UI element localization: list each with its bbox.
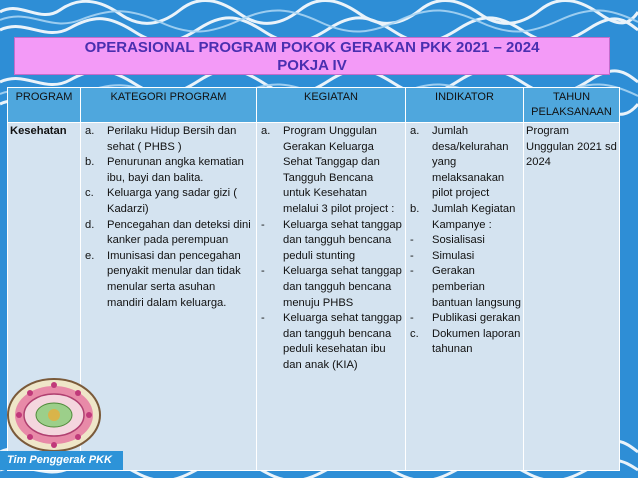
list-marker: c. [410, 327, 419, 340]
header-tahun: TAHUN PELAKSANAAN [524, 88, 620, 123]
list-marker: - [410, 265, 414, 278]
list-item-text: Keluarga sehat tanggap dan tangguh bencana menuju PHBS [283, 265, 402, 309]
list-item-text: Keluarga sehat tanggap dan tangguh bencana peduli stunting [283, 218, 402, 262]
list-item [408, 264, 521, 311]
kategori-list [83, 124, 254, 311]
list-item-text: Gerakan pemberian bantuan langsung [432, 265, 521, 309]
list-item [83, 186, 254, 217]
list-item [408, 249, 521, 265]
header-indikator: INDIKATOR [406, 88, 524, 123]
list-item [83, 155, 254, 186]
header-kegiatan: KEGIATAN [257, 88, 406, 123]
list-marker: a. [85, 125, 95, 137]
list-item [83, 218, 254, 249]
list-item-text: Jumlah Kegiatan Kampanye : [432, 202, 516, 231]
list-item [408, 124, 521, 202]
header-kategori: KATEGORI PROGRAM [81, 88, 257, 123]
list-item-text: Program Unggulan Gerakan Keluarga Sehat Tanggap dan Tangguh Bencana untuk Kesehatan melalui 3 pilot project : [283, 125, 395, 215]
list-marker: e. [85, 249, 95, 262]
cell-program: Kesehatan [8, 123, 81, 471]
list-marker: - [261, 312, 265, 325]
list-item [259, 218, 403, 265]
title-line-2: POKJA IV [277, 57, 347, 74]
list-item [408, 202, 521, 233]
list-marker: d. [85, 218, 95, 231]
list-marker: - [261, 265, 265, 278]
cell-kegiatan [257, 123, 406, 471]
cell-tahun: Program Unggulan 2021 sd 2024 [524, 123, 620, 471]
list-marker: b. [85, 156, 95, 169]
list-item-text: Keluarga sehat tanggap dan tangguh bencana peduli kesehatan ibu dan anak (KIA) [283, 312, 402, 371]
header-program: PROGRAM [8, 88, 81, 123]
list-item [83, 249, 254, 311]
list-marker: a. [410, 125, 420, 137]
list-item-text: Publikasi gerakan [432, 312, 521, 325]
slide-title [14, 37, 610, 75]
list-item-text: Dokumen laporan tahunan [432, 327, 521, 356]
list-item [408, 311, 521, 327]
list-item-text: Imunisasi dan pencegahan penyakit menular dan tidak menular serta asuhan mandiri dalam keluarga. [107, 249, 241, 309]
pkk-emblem-icon [5, 375, 103, 453]
list-item [83, 124, 254, 155]
kegiatan-list [259, 124, 403, 374]
list-item [259, 124, 403, 218]
list-item-text: Penurunan angka kematian ibu, bayi dan balita. [107, 156, 244, 184]
list-item-text: Sosialisasi [432, 234, 485, 247]
footer-label: Tim Penggerak PKK [0, 451, 123, 470]
list-item [408, 233, 521, 249]
indikator-list [408, 124, 521, 358]
list-item [259, 264, 403, 311]
list-marker: - [410, 234, 414, 247]
list-item [259, 311, 403, 373]
cell-kategori [81, 123, 257, 471]
list-marker: - [410, 249, 414, 262]
list-marker: a. [261, 125, 271, 137]
list-item-text: Keluarga yang sadar gizi ( Kadarzi) [107, 187, 237, 215]
list-marker: - [410, 312, 414, 325]
list-item-text: Pencegahan dan deteksi dini kanker pada perempuan [107, 218, 251, 247]
list-item-text: Simulasi [432, 249, 475, 262]
list-item-text: Jumlah desa/kelurahan yang melaksanakan pilot project [432, 125, 509, 200]
list-item [408, 327, 521, 358]
cell-indikator [406, 123, 524, 471]
list-marker: - [261, 218, 265, 231]
list-item-text: Perilaku Hidup Bersih dan sehat ( PHBS ) [107, 125, 237, 153]
table-header-row [8, 88, 620, 123]
list-marker: b. [410, 202, 420, 215]
list-marker: c. [85, 187, 94, 200]
title-line-1: OPERASIONAL PROGRAM POKOK GERAKAN PKK 2021 – 2024 [84, 39, 540, 56]
